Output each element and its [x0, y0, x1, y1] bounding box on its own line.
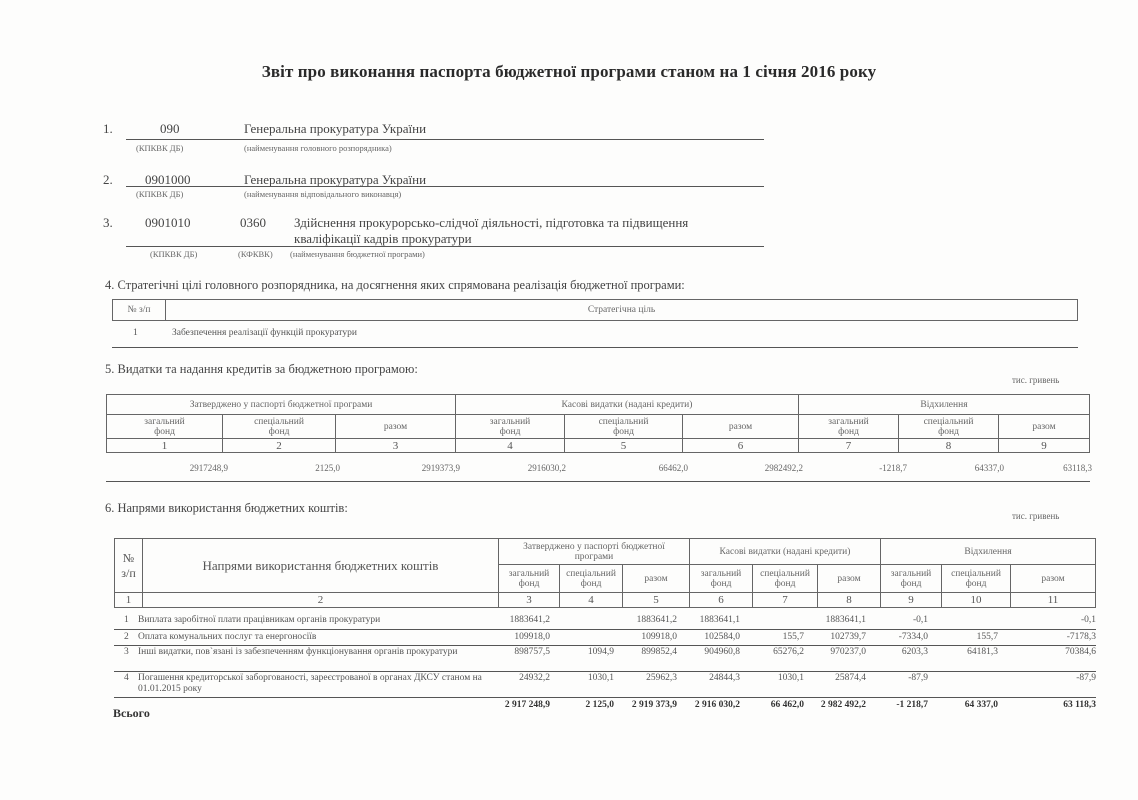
- strategic-goals-header: [112, 299, 1078, 321]
- value-cell: -87,9: [908, 673, 928, 683]
- col-number: 2: [143, 593, 499, 608]
- value-cell: 1030,1: [777, 673, 804, 683]
- section-number: 2.: [103, 172, 113, 187]
- kpkvk-code: 0901000: [145, 172, 191, 187]
- col-number: 9: [999, 439, 1090, 453]
- section-number: 1.: [103, 121, 113, 136]
- col-special: спеціальний фонд: [942, 565, 1011, 593]
- value-cell: 2125,0: [315, 463, 340, 473]
- value-cell: 109918,0: [514, 632, 550, 642]
- value-cell: -0,1: [1080, 615, 1096, 625]
- col-number: 6: [683, 439, 799, 453]
- section-heading: 4. Стратегічні цілі головного розпорядника, на досягнення яких спрямована реалізація бюджетної програми:: [105, 278, 685, 292]
- col-number: 2: [223, 439, 336, 453]
- col-num-header: № з/п: [113, 300, 166, 321]
- total-value-cell: 66 462,0: [770, 700, 804, 710]
- value-cell: -7178,3: [1066, 632, 1096, 642]
- group-cash: Касові видатки (надані кредити): [456, 395, 799, 415]
- col-total: разом: [623, 565, 690, 593]
- kpkvk-code: 090: [160, 121, 180, 136]
- row-number: 2: [124, 632, 129, 642]
- value-cell: 904960,8: [704, 647, 740, 657]
- row-divider: [114, 697, 1096, 698]
- group-deviation: Відхилення: [881, 539, 1096, 565]
- value-cell: -1218,7: [879, 463, 907, 473]
- value-cell: 25962,3: [646, 673, 677, 683]
- col-total: разом: [683, 415, 799, 439]
- value-cell: 65276,2: [773, 647, 804, 657]
- col-general: загальний фонд: [499, 565, 560, 593]
- col-number: 7: [799, 439, 899, 453]
- col-number: 4: [560, 593, 623, 608]
- value-cell: 63118,3: [1063, 463, 1092, 473]
- col-general: загальний фонд: [690, 565, 753, 593]
- value-cell: 64337,0: [974, 463, 1004, 473]
- group-deviation: Відхилення: [799, 395, 1090, 415]
- directions-table: [114, 538, 1096, 608]
- col-number: 3: [499, 593, 560, 608]
- col-number: 5: [565, 439, 683, 453]
- underline: [126, 186, 764, 187]
- section-heading: 5. Видатки та надання кредитів за бюджетною програмою:: [105, 362, 418, 376]
- value-cell: 24932,2: [519, 673, 550, 683]
- value-cell: 1094,9: [587, 647, 614, 657]
- kpkvk-code: 0901010: [145, 215, 191, 230]
- col-special: спеціальний фонд: [560, 565, 623, 593]
- col-special: спеціальний фонд: [753, 565, 818, 593]
- value-cell: 155,7: [782, 632, 804, 642]
- col-number: 8: [818, 593, 881, 608]
- value-cell: 70384,6: [1065, 647, 1096, 657]
- col-goal-header: Стратегічна ціль: [166, 300, 1078, 321]
- col-special: спеціальний фонд: [899, 415, 999, 439]
- col-total: разом: [818, 565, 881, 593]
- main-manager-name: Генеральна прокуратура України: [244, 121, 427, 136]
- col-number: 8: [899, 439, 999, 453]
- col-number: 11: [1011, 593, 1096, 608]
- value-cell: 109918,0: [641, 632, 677, 642]
- col-general: загальний фонд: [799, 415, 899, 439]
- goal-text: Забезпечення реалізації функцій прокуратури: [172, 328, 357, 338]
- underline: [126, 246, 764, 247]
- expenditures-values-row: [106, 463, 1090, 475]
- row-label: Виплата заробітної плати працівникам органів прокуратури: [138, 615, 381, 625]
- value-cell: 898757,5: [514, 647, 550, 657]
- value-cell: 25874,4: [835, 673, 866, 683]
- row-divider: [114, 629, 1096, 630]
- value-cell: 1883641,1: [825, 615, 866, 625]
- total-value-cell: 2 125,0: [585, 700, 614, 710]
- col-number: 10: [942, 593, 1011, 608]
- value-cell: 2919373,9: [421, 463, 460, 473]
- col-number: 6: [690, 593, 753, 608]
- value-cell: 155,7: [976, 632, 998, 642]
- col-number: 1: [115, 593, 143, 608]
- value-cell: 2916030,2: [527, 463, 566, 473]
- value-cell: 1883641,2: [636, 615, 677, 625]
- col-number: 4: [456, 439, 565, 453]
- group-cash: Касові видатки (надані кредити): [690, 539, 881, 565]
- value-cell: 6203,3: [901, 647, 928, 657]
- col-num-header: № з/п: [115, 539, 143, 593]
- group-approved: Затверджено у паспорті бюджетної програми: [499, 539, 690, 565]
- total-value-cell: 64 337,0: [964, 700, 998, 710]
- unit-label: тис. гривень: [1012, 511, 1060, 521]
- total-value-cell: 2 982 492,2: [820, 700, 866, 710]
- row-divider: [114, 645, 1096, 646]
- program-name-line1: Здійснення прокурорсько-слідчої діяльності, підготовка та підвищення: [294, 215, 689, 230]
- goal-num: 1: [133, 328, 138, 338]
- value-cell: 1030,1: [587, 673, 614, 683]
- expenditures-table: [106, 394, 1090, 453]
- col-general: загальний фонд: [881, 565, 942, 593]
- col-number: 7: [753, 593, 818, 608]
- col-number: 9: [881, 593, 942, 608]
- col-general: загальний фонд: [456, 415, 565, 439]
- row-label: Погашення кредиторської заборгованості, зареєстрованої в органах ДКСУ станом на 01.01.2015 року: [138, 673, 482, 694]
- section-number: 3.: [103, 215, 113, 230]
- total-value-cell: 2 919 373,9: [631, 700, 677, 710]
- col-general: загальний фонд: [107, 415, 223, 439]
- value-cell: 2982492,2: [764, 463, 803, 473]
- col-total: разом: [1011, 565, 1096, 593]
- value-cell: 102739,7: [830, 632, 866, 642]
- divider: [106, 481, 1090, 482]
- row-number: 3: [124, 647, 129, 657]
- value-cell: -0,1: [912, 615, 928, 625]
- row-label: Оплата комунальних послуг та енергоносіїв: [138, 632, 317, 642]
- total-value-cell: 2 916 030,2: [694, 700, 740, 710]
- value-cell: 102584,0: [704, 632, 740, 642]
- divider: [112, 347, 1078, 348]
- name-caption: (найменування бюджетної програми): [290, 249, 425, 259]
- report-title: Звіт про виконання паспорта бюджетної програми станом на 1 січня 2016 року: [261, 62, 877, 81]
- value-cell: 1883641,1: [699, 615, 740, 625]
- group-approved: Затверджено у паспорті бюджетної програми: [107, 395, 456, 415]
- col-number: 5: [623, 593, 690, 608]
- unit-label: тис. гривень: [1012, 375, 1060, 385]
- total-value-cell: 63 118,3: [1063, 700, 1096, 710]
- code-caption: (КПКВК ДБ): [136, 189, 184, 199]
- row-number: 1: [124, 615, 129, 625]
- col-total: разом: [336, 415, 456, 439]
- col-number: 1: [107, 439, 223, 453]
- name-caption: (найменування відповідального виконавця): [244, 189, 402, 199]
- program-name-line2: кваліфікації кадрів прокуратури: [294, 231, 472, 246]
- value-cell: 64181,3: [967, 647, 998, 657]
- row-divider: [114, 671, 1096, 672]
- code2-caption: (КФКВК): [238, 249, 273, 259]
- col-special: спеціальний фонд: [223, 415, 336, 439]
- underline: [126, 139, 764, 140]
- code-caption: (КПКВК ДБ): [150, 249, 198, 259]
- value-cell: 66462,0: [658, 463, 688, 473]
- row-label: Інші видатки, пов`язані із забезпеченням функціонування органів прокуратури: [138, 647, 458, 657]
- value-cell: 970237,0: [830, 647, 866, 657]
- col-number: 3: [336, 439, 456, 453]
- col-special: спеціальний фонд: [565, 415, 683, 439]
- row-number: 4: [124, 673, 129, 683]
- section-heading: 6. Напрями використання бюджетних коштів:: [105, 501, 348, 515]
- col-total: разом: [999, 415, 1090, 439]
- total-value-cell: 2 917 248,9: [504, 700, 550, 710]
- code-caption: (КПКВК ДБ): [136, 143, 184, 153]
- total-label: Всього: [113, 706, 150, 720]
- value-cell: 899852,4: [641, 647, 677, 657]
- name-caption: (найменування головного розпорядника): [244, 143, 392, 153]
- value-cell: 24844,3: [709, 673, 740, 683]
- col-direction-header: Напрями використання бюджетних коштів: [143, 539, 499, 593]
- executor-name: Генеральна прокуратура України: [244, 172, 427, 187]
- value-cell: -87,9: [1076, 673, 1096, 683]
- value-cell: 1883641,2: [509, 615, 550, 625]
- kfkvk-code: 0360: [240, 215, 266, 230]
- value-cell: 2917248,9: [189, 463, 228, 473]
- total-value-cell: -1 218,7: [896, 700, 928, 710]
- value-cell: -7334,0: [898, 632, 928, 642]
